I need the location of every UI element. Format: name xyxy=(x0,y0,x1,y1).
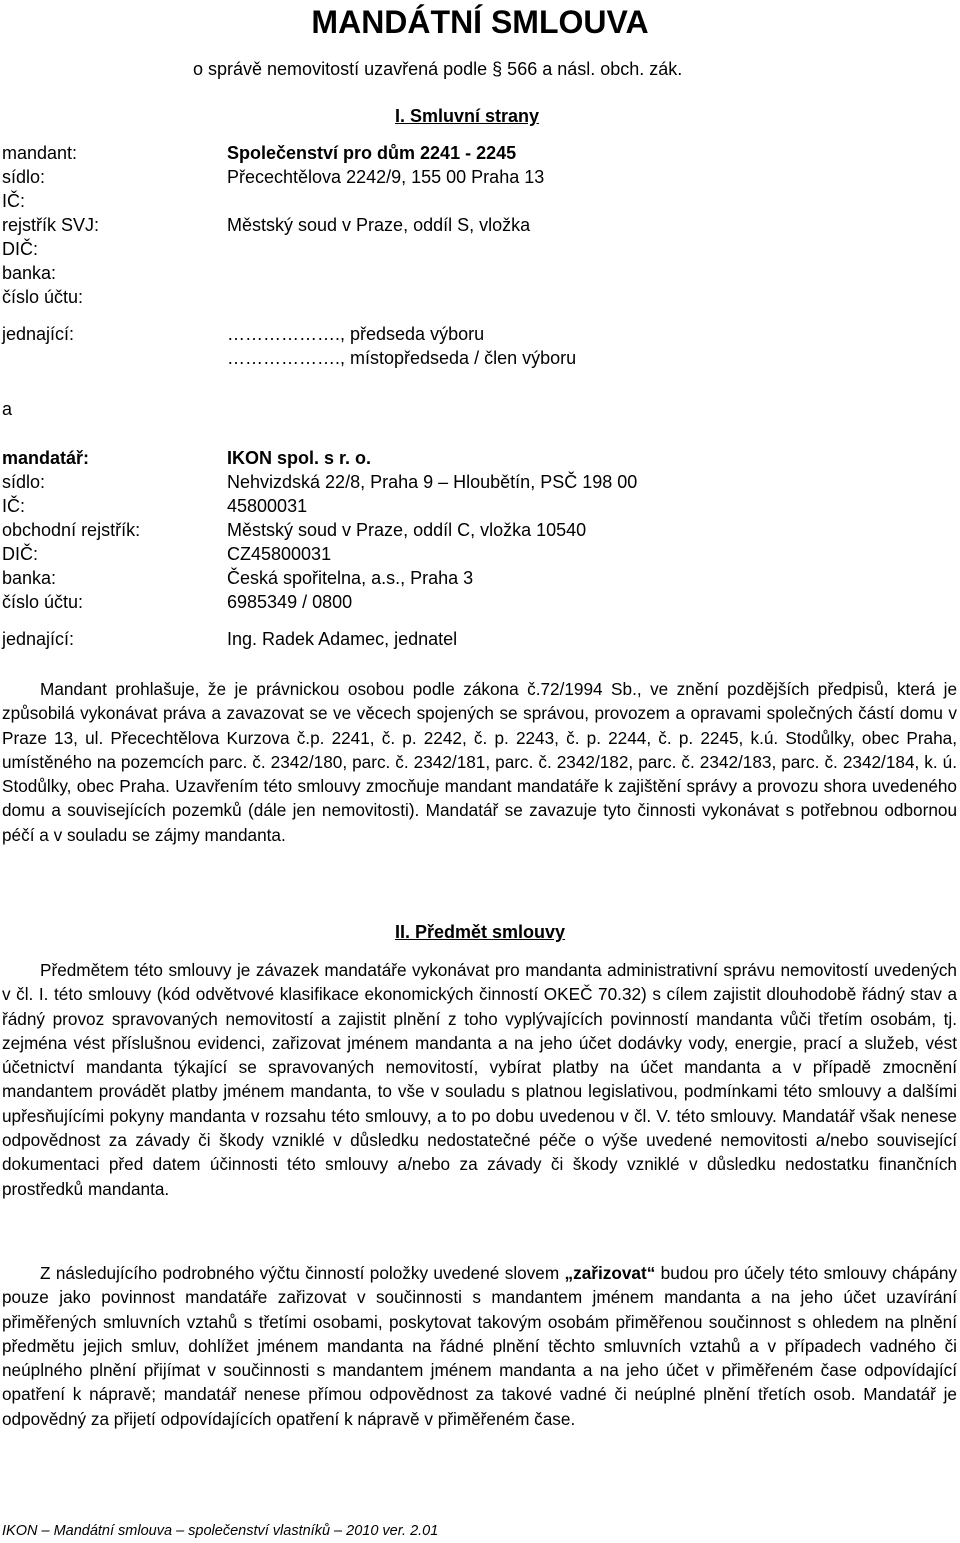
page-footer: IKON – Mandátní smlouva – společenství vlastníků – 2010 ver. 2.01 xyxy=(2,1523,439,1539)
mandant-rejstrik-value: Městský soud v Praze, oddíl S, vložka xyxy=(227,215,531,235)
mandant-ic-label: IČ: xyxy=(2,191,26,211)
section-2-heading: II. Předmět smlouvy xyxy=(394,922,566,942)
mandatar-sidlo-value: Nehvizdská 22/8, Praha 9 – Hloubětín, PSČ 198 00 xyxy=(227,472,638,492)
section-2-text-1: Předmětem této smlouvy je závazek mandatáře vykonávat pro mandanta administrativní správu nemovitostí uvedených v čl. I. této smlouvy (kód odvětvové klasifikace ekonomických činností OKEČ 70.32) s cílem zajistit dlouhodobě řádný stav a řádný provoz spravovaných nemovitostí a zajistit plnění z toho vyplývajících povinností mandanta vůči třetím osobám, tj. zejména vést příslušnou evidenci, zařizovat jménem mandanta a na jeho účet dodávky vody, energie, prací a služeb, vést účetnictví mandanta týkající se spravovaných nemovitostí, vybírat platby na účet mandanta a v případě zmocnění mandantem provádět platby jménem mandanta, to vše v souladu s platnou legislativou, podmínkami této smlouvy a dalšími upřesňujícími pokyny mandanta v rozsahu této smlouvy, a to po dobu uvedenou v čl. V. této smlouvy. Mandatář však nenese odpovědnost za závady či škody vzniklé v důsledku nedostatečné péče o výše uvedené nemovitosti a/nebo související dokumentaci před datem účinnosti této smlouvy a/nebo za závady či škody vzniklé v důsledku nedostatku finančních prostředků mandanta. xyxy=(2,960,957,1199)
parties-connector: a xyxy=(2,399,13,419)
section-1-heading: I. Smluvní strany xyxy=(395,106,540,126)
mandant-ucet-label: číslo účtu: xyxy=(2,287,84,307)
mandatar-rejstrik-label: obchodní rejstřík: xyxy=(2,520,141,540)
mandatar-name: IKON spol. s r. o. xyxy=(227,448,372,468)
section-2-paragraph-1 xyxy=(2,958,957,1201)
mandant-jednajici-predseda: ………………., předseda výboru xyxy=(227,324,485,344)
mandatar-dic-label: DIČ: xyxy=(2,544,38,564)
mandant-dic-label: DIČ: xyxy=(2,239,38,259)
mandatar-label: mandatář: xyxy=(2,448,90,468)
document-title: MANDÁTNÍ SMLOUVA xyxy=(311,4,649,40)
declaration-text: Mandant prohlašuje, že je právnickou osobou podle zákona č.72/1994 Sb., ve znění pozdějších předpisů, která je způsobilá vykonávat práva a zavazovat se ve věcech spojených se správou, provozem a opravami společných částí domu v Praze 13, ul. Přecechtělova Kurzova č.p. 2241, č. p. 2242, č. p. 2243, č. p. 2244, č. p. 2245, k.ú. Stodůlky, obec Praha, umístěného na pozemcích parc. č. 2342/180, parc. č. 2342/181, parc. č. 2342/182, parc. č. 2342/183, parc. č. 2342/184, k. ú. Stodůlky, obec Praha. Uzavřením této smlouvy zmocňuje mandant mandatáře k zajištění správy a provozu shora uvedeného domu a souvisejících pozemků (dále jen nemovitosti). Mandatář se zavazuje tyto činnosti vykonávat s potřebnou odbornou péčí a v souladu se zájmy mandanta. xyxy=(2,679,957,845)
mandatar-rejstrik-value: Městský soud v Praze, oddíl C, vložka 10540 xyxy=(227,520,587,540)
mandatar-ic-label: IČ: xyxy=(2,496,26,516)
mandant-name: Společenství pro dům 2241 - 2245 xyxy=(227,143,517,163)
section-2-text-2-pre: Z následujícího podrobného výčtu činností položky uvedené slovem xyxy=(40,1263,565,1283)
mandatar-sidlo-label: sídlo: xyxy=(2,472,46,492)
mandant-sidlo-value: Přecechtělova 2242/9, 155 00 Praha 13 xyxy=(227,167,545,187)
mandatar-jednajici-label: jednající: xyxy=(2,629,75,649)
mandant-banka-label: banka: xyxy=(2,263,57,283)
mandant-declaration xyxy=(2,677,957,847)
mandant-sidlo-label: sídlo: xyxy=(2,167,46,187)
section-2-text-2 xyxy=(2,1261,957,1431)
mandatar-ucet-label: číslo účtu: xyxy=(2,592,84,612)
section-2-paragraph-2 xyxy=(2,1261,957,1431)
mandatar-ucet-value: 6985349 / 0800 xyxy=(227,592,353,612)
mandatar-banka-label: banka: xyxy=(2,568,57,588)
mandatar-banka-value: Česká spořitelna, a.s., Praha 3 xyxy=(227,568,474,588)
mandant-jednajici-mistopredseda: ………………., místopředseda / člen výboru xyxy=(227,348,577,368)
mandatar-ic-value: 45800031 xyxy=(227,496,308,516)
term-zarizovat: „zařizovat“ xyxy=(564,1263,656,1283)
section-2-text-2-post: budou pro účely této smlouvy chápány pouze jako povinnost mandatáře zařizovat v součinnosti s mandantem jménem mandanta a na jeho účet uzavírání přiměřených smluvních vztahů s třetími osobami, poskytovat takovým osobám přiměřenou součinnost s ohledem na plnění předmětu jejich smluv, dohlížet jménem mandanta na řádné plnění těchto smluvních vztahů a v případech vadného či neúplného plnění přijímat v součinnosti s mandantem jménem mandanta a na jeho účet v přiměřeném čase odpovídající opatření k nápravě; mandatář nenese přímou odpovědnost za takové vadné či neúplné plnění třetích osob. Mandatář je odpovědný za přijetí odpovídajících opatření k nápravě v přiměřeném čase. xyxy=(2,1263,957,1429)
mandatar-jednajici-value: Ing. Radek Adamec, jednatel xyxy=(227,629,458,649)
document-subtitle: o správě nemovitostí uzavřená podle § 566 a násl. obch. zák. xyxy=(193,59,683,79)
mandatar-dic-value: CZ45800031 xyxy=(227,544,332,564)
mandant-jednajici-label: jednající: xyxy=(2,324,75,344)
mandant-label: mandant: xyxy=(2,143,78,163)
mandant-rejstrik-label: rejstřík SVJ: xyxy=(2,215,100,235)
